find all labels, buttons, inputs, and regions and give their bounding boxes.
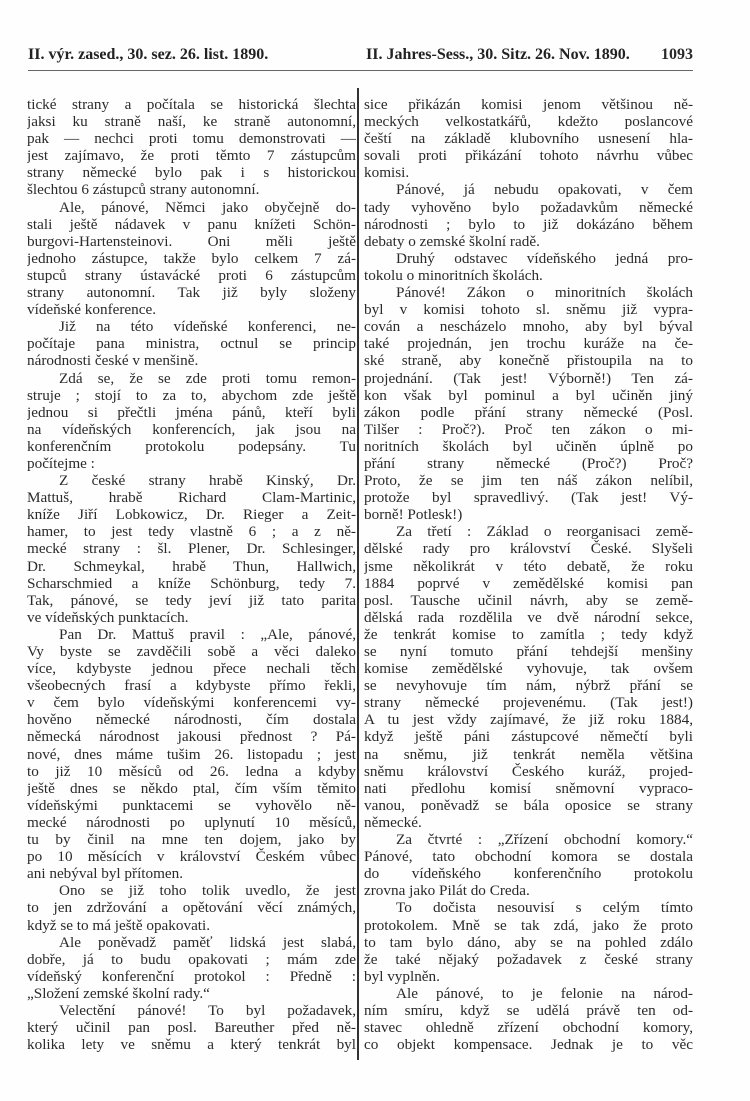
text-line: sice přikázán komisi jenom většinou ně- <box>364 96 693 113</box>
text-line: to tam bylo dáno, aby se na pohled zdálo <box>364 933 693 951</box>
text-line: Tilšer : Proč?). Proč ten zákon o mi- <box>364 420 693 438</box>
text-line: ské straně, aby konečně přistoupila na to <box>364 352 693 370</box>
text-line: hověno německé národnosti, čím dostala <box>27 711 356 729</box>
left-column <box>27 96 356 1053</box>
text-line: mecké strany : šl. Plener, Dr. Schlesinger, <box>27 540 356 558</box>
text-line: debaty o zemské školní radě. <box>364 232 540 250</box>
text-line: Za čtvrté : „Zřízení obchodní komory.“ <box>396 831 693 849</box>
text-line: počítejme : <box>27 454 95 472</box>
text-line: Dr. Schmeykal, hrabě Thun, Hallwich, <box>27 557 356 575</box>
text-line: Pan Dr. Mattuš pravil : „Ale, pánové, <box>59 625 356 643</box>
text-line: to jen zdržování a opětování věcí známých, <box>27 899 356 917</box>
text-line: Ale, pánové, Němci jako obyčejně do- <box>59 198 356 216</box>
text-line: jaksi ku straně naší, ke straně autonomní, <box>27 113 356 131</box>
text-line: strany německé bylo pak i s historickou <box>27 164 356 182</box>
text-line: vanou, poněvadž se bála oposice se strany <box>364 796 693 814</box>
text-line: Mattuš, hrabě Richard Clam-Martinic, <box>27 489 356 507</box>
text-line: sovali proti přikázání tohoto návrhu vůbec <box>364 147 693 165</box>
text-line: cován a nescházelo mnoho, aby byl býval <box>364 318 693 336</box>
text-line: Pánové, já nebudu opakovati, v čem <box>396 181 693 199</box>
text-line: ve vídeňských punktacích. <box>27 608 189 626</box>
text-line: Již na této vídeňské konferenci, ne- <box>59 318 356 336</box>
text-line: na sněmu, již tenkrát neměla většina <box>364 745 693 763</box>
text-line: zrovna jako Pilát do Creda. <box>364 882 530 900</box>
text-line: německá národnost jakousi přednost ? Pá- <box>27 728 356 746</box>
text-line: tokolu o minoritních školách. <box>364 266 543 284</box>
text-line: ani nebýval byl přítomen. <box>27 865 184 883</box>
text-line: do vídeňského konferenčního protokolu <box>364 865 693 883</box>
text-line: národnosti české v menšině. <box>27 352 199 370</box>
text-line: kon však byl pominul a byl učiněn jiný <box>364 386 693 404</box>
text-line: přání strany německé (Proč?) Proč? <box>364 454 693 472</box>
text-line: komisi. <box>364 164 410 182</box>
text-line: se nyní tomuto přání tehdejší menšiny <box>364 643 693 660</box>
text-line: stupců strany ústavácké proti 6 zástupcům <box>27 266 356 284</box>
text-line: vídeňský konferenční protokol : Předně : <box>27 967 356 985</box>
text-line: jest zajímavo, že proti těmto 7 zástupcům <box>27 147 356 165</box>
text-line: v čem bylo vídeňskými konferencemi vy- <box>27 694 356 712</box>
text-line: dělské rady pro království České. Slyšeli <box>364 540 693 558</box>
text-line: šlechtou 6 zástupců strany autonomní. <box>27 181 260 199</box>
text-line: byl v komisi tohoto sl. sněmu již vypra- <box>364 301 693 319</box>
text-line: Ono se již toho tolik uvedlo, že jest <box>59 882 356 900</box>
text-line: tu by činil na mne ten dojem, jako by <box>27 831 356 849</box>
running-header-german: II. Jahres-Sess., 30. Sitz. 26. Nov. 1890. <box>366 46 630 63</box>
text-line: ním smíru, když se udělá právě ten od- <box>364 1001 693 1019</box>
page-number: 1093 <box>661 46 693 63</box>
text-line: A tu jest vždy zajímavé, že již roku 1884, <box>364 711 693 729</box>
text-line: projednání. (Tak jest! Výborně!) Ten zá- <box>364 369 693 387</box>
text-line: byl vyplněn. <box>364 967 440 985</box>
text-line: posl. Tausche učinil návrh, aby se země- <box>364 591 693 609</box>
right-column <box>364 96 693 1053</box>
text-line: na vídeňských konferencích, jak jsou na <box>27 420 356 438</box>
text-line: ještě dnes se někdo ptal, čím vším těmito <box>27 779 356 797</box>
text-line: tické strany a počítala se historická šlechta <box>27 96 356 113</box>
text-line: meckých velkostatkářů, kdežto poslancové <box>364 113 693 131</box>
text-line: mecké národnosti po uplynutí 10 měsíců, <box>27 813 356 831</box>
text-line: čeští na základě klubovního usnesení hla- <box>364 130 693 148</box>
text-line: že také nějaký požadavek z české strany <box>364 950 693 968</box>
text-line: burgovi-Hartensteinovi. Oni měli ještě <box>27 232 356 250</box>
text-line: vídeňskými punktacemi se vyhovělo ně- <box>27 796 356 814</box>
text-line: hamer, to jest tedy vlastně 6 ; a z ně- <box>27 523 356 541</box>
text-line: dělská rada rozdělila ve dvě národní sekce, <box>364 608 693 626</box>
text-line: nati předlohu komisí sněmovní vypraco- <box>364 779 693 797</box>
text-line: Z české strany hrabě Kinský, Dr. <box>59 472 356 490</box>
text-line: Ale pánové, to je felonie na národ- <box>396 984 693 1002</box>
text-line: Tak, pánové, se tedy jeví již tato parita <box>27 591 356 609</box>
text-line: dobře, já to budu opakovati ; mám zde <box>27 950 356 968</box>
column-divider <box>357 88 359 1060</box>
text-line: komise zemědělské vyhovuje, tak ovšem <box>364 660 693 678</box>
text-line: Proto, že se jim ten náš zákon nelíbil, <box>364 472 693 490</box>
text-line: po 10 měsících v království Českém vůbec <box>27 848 356 866</box>
text-line: zákon podle přání strany německé (Posl. <box>364 403 693 421</box>
text-line: Za třetí : Základ o reorganisaci země- <box>396 523 693 541</box>
text-line: Scharschmied a kníže Schönburg, tedy 7. <box>27 574 356 592</box>
text-line: konferenčním protokolu podepsány. Tu <box>27 437 356 455</box>
text-line: Pánové, tato obchodní komora se dostala <box>364 848 693 866</box>
text-line: Velectění pánové! To byl požadavek, <box>59 1001 356 1019</box>
text-line: To dočista nesouvisí s celým tímto <box>396 899 693 917</box>
text-line: tady vyhověno bylo požadavkům německé <box>364 198 693 216</box>
text-line: stali ještě nádavek v panu knížeti Schön- <box>27 215 356 233</box>
text-line: německé. <box>364 813 422 831</box>
text-line: strany autonomní. Tak již byly složeny <box>27 284 356 302</box>
text-line: kolika lety ve sněmu a který tenkrát byl <box>27 1036 356 1054</box>
text-line: co objekt kompensace. Jednak je to věc <box>364 1036 693 1054</box>
text-line: to již 10 měsíců od 26. ledna a kdyby <box>27 762 356 780</box>
text-line: jednoho zástupce, takže bylo celkem 7 zá- <box>27 249 356 267</box>
text-line: 1884 poprvé v zemědělské komisi pan <box>364 574 693 592</box>
text-line: Pánové! Zákon o minoritních školách <box>396 284 693 302</box>
text-line: jednou si přečtli jména pánů, kteří byli <box>27 403 356 421</box>
text-line: „Složení zemské školní rady.“ <box>27 984 210 1002</box>
text-line: počítaje pana ministra, octnul se princip <box>27 335 356 353</box>
text-line: pak — nechci proti tomu demonstrovati — <box>27 130 356 148</box>
text-line: stavec ohledně zřízení obchodní komory, <box>364 1019 693 1037</box>
text-line: když ještě páni zástupcové němečtí byli <box>364 728 693 746</box>
header-rule <box>28 70 693 71</box>
running-header-czech: II. výr. zased., 30. sez. 26. list. 1890. <box>28 46 269 63</box>
text-line: Druhý odstavec vídeňského jedná pro- <box>396 249 693 267</box>
text-line: struje ; stojí to za to, abychom zde ještě <box>27 386 356 404</box>
text-line: jsme několikrát v této debatě, že roku <box>364 557 693 575</box>
text-line: když se to má ještě opakovati. <box>27 916 211 934</box>
text-line: nové, dnes máme tušim 26. listopadu ; jest <box>27 745 356 763</box>
text-line: Vy byste se zavděčili sobě a věci daleko <box>27 643 356 660</box>
text-line: také projednán, jen trochu kuráže na če- <box>364 335 693 353</box>
text-line: vídeňské konference. <box>27 301 157 319</box>
text-line: který učinil pan posl. Bareuther před ně- <box>27 1019 356 1037</box>
text-line: strany německé projevenému. (Tak jest!) <box>364 694 693 712</box>
text-line: protokolem. Mně se tak zdá, jako že proto <box>364 916 693 934</box>
text-line: národnosti ; bylo to již dokázáno během <box>364 215 693 233</box>
text-line: Zdá se, že se zde proti tomu remon- <box>59 369 356 387</box>
text-line: protože byl spravedlivý. (Tak jest! Vý- <box>364 489 693 507</box>
text-line: Ale poněvadž paměť lidská jest slabá, <box>59 933 356 951</box>
text-line: všeobecných frasí a kdybyste přímo řekli, <box>27 677 356 695</box>
text-line: borně! Potlesk!) <box>364 506 463 524</box>
text-line: noritních školách byl učiněn úplně po <box>364 437 693 455</box>
text-line: kníže Jiří Lobkowicz, Dr. Rieger a Zeit- <box>27 506 356 524</box>
text-line: více, kdybyste jednou přece nechali těch <box>27 660 356 678</box>
text-line: sněmu království Českého kuráž, projed- <box>364 762 693 780</box>
text-line: že tenkrát komise to zamítla ; tedy když <box>364 625 693 643</box>
text-line: se nevyhovuje tím nám, nýbrž přání se <box>364 677 693 695</box>
